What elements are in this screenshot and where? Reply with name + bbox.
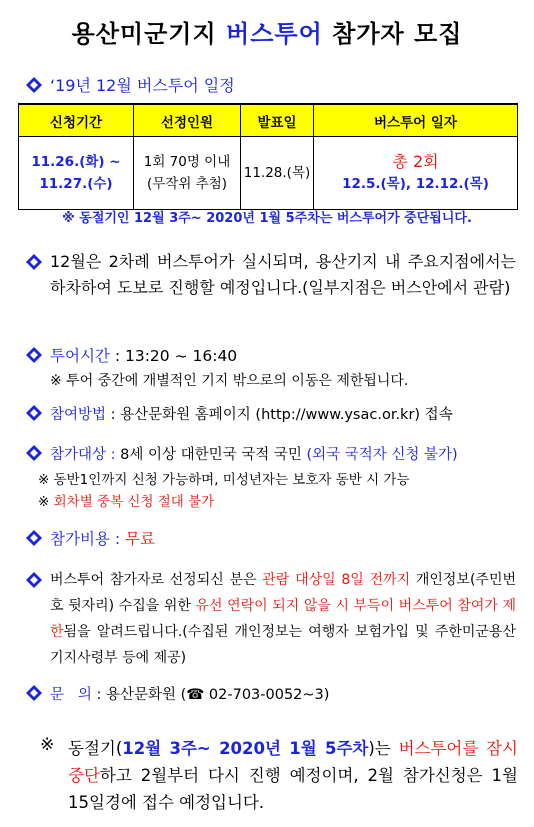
method-line: 참여방법 : 용산문화원 홈페이지 (http://www.ysac.or.kr) 접속 [26, 403, 453, 424]
diamond-bullet-icon [26, 530, 42, 546]
col-header: 발표일 [241, 104, 314, 137]
schedule-header-row [19, 104, 518, 137]
reference-mark: ※ [40, 735, 55, 755]
tour-time-note: ※ 투어 중간에 개별적인 기지 밖으로의 이동은 제한됩니다. [50, 373, 409, 389]
title-text-2: 버스투어 [226, 20, 323, 48]
diamond-bullet-icon [26, 685, 42, 701]
diamond-bullet-icon [26, 77, 42, 93]
target-note-2: ※ 회차별 중복 신청 절대 불가 [38, 494, 215, 510]
target-note-1: ※ 동반1인까지 신청 가능하며, 미성년자는 보호자 동반 시 가능 [38, 472, 410, 488]
winter-notice [40, 735, 518, 816]
intro-text: 12월은 2차례 버스투어가 실시되며, 용산기지 내 주요지점에서는 하차하여 도보로 진행할 예정입니다.(일부지점은 버스안에서 관람) [50, 252, 516, 297]
suspension-notice: ※ 동절기인 12월 3주~ 2020년 1월 5주차는 버스투어가 중단됩니다. [62, 211, 472, 226]
fee-line: 참가비용 : 무료 [26, 527, 155, 549]
privacy-block [26, 567, 516, 671]
page-title [0, 14, 534, 49]
period-cell: 11.26.(화) ~ 11.27.(수) [19, 137, 134, 210]
quota-cell: 1회 70명 이내 (무작위 추첨) [134, 137, 241, 210]
col-header: 신청기간 [19, 104, 134, 137]
winter-text: 동절기(12월 3주~ 2020년 1월 5주차)는 버스투어를 잠시 중단하고 2월부터 다시 진행 예정이며, 2월 참가신청은 1월 15일경에 접수 예정입니다. [68, 739, 518, 812]
tour-time-line: 투어시간 : 13:20 ~ 16:40 [26, 344, 237, 366]
col-header: 선정인원 [134, 104, 241, 137]
target-line: 참가대상 : 8세 이상 대한민국 국적 국민 (외국 국적자 신청 불가) [26, 443, 458, 464]
announce-cell: 11.28.(목) [241, 137, 314, 210]
diamond-bullet-icon [26, 405, 42, 421]
diamond-bullet-icon [26, 445, 42, 461]
title-text-3: 참가자 모집 [322, 20, 463, 48]
diamond-bullet-icon [26, 254, 42, 270]
schedule-table [18, 103, 518, 210]
col-header: 버스투어 일자 [314, 104, 518, 137]
title-text-1: 용산미군기지 [71, 20, 227, 48]
tour-date-cell: 총 2회 12.5.(목), 12.12.(목) [314, 137, 518, 210]
diamond-bullet-icon [26, 572, 42, 588]
privacy-text: 버스투어 참가자로 선정되신 분은 관람 대상일 8일 전까지 개인정보(주민번호 뒷자리) 수집을 위한 유선 연락이 되지 않을 시 부득이 버스투어 참여가 제한됨을 알려드립니다.(수집된 개인정보는 여행자 보험가입 및 주한미군용산기지사령부 등에 제공) [50, 572, 516, 666]
schedule-heading: ‘19년 12월 버스투어 일정 [26, 73, 235, 96]
intro-block [26, 249, 516, 301]
schedule-row [19, 137, 518, 210]
diamond-bullet-icon [26, 347, 42, 363]
contact-line: 문 의 : 용산문화원 (☎ 02-703-0052~3) [26, 683, 329, 704]
